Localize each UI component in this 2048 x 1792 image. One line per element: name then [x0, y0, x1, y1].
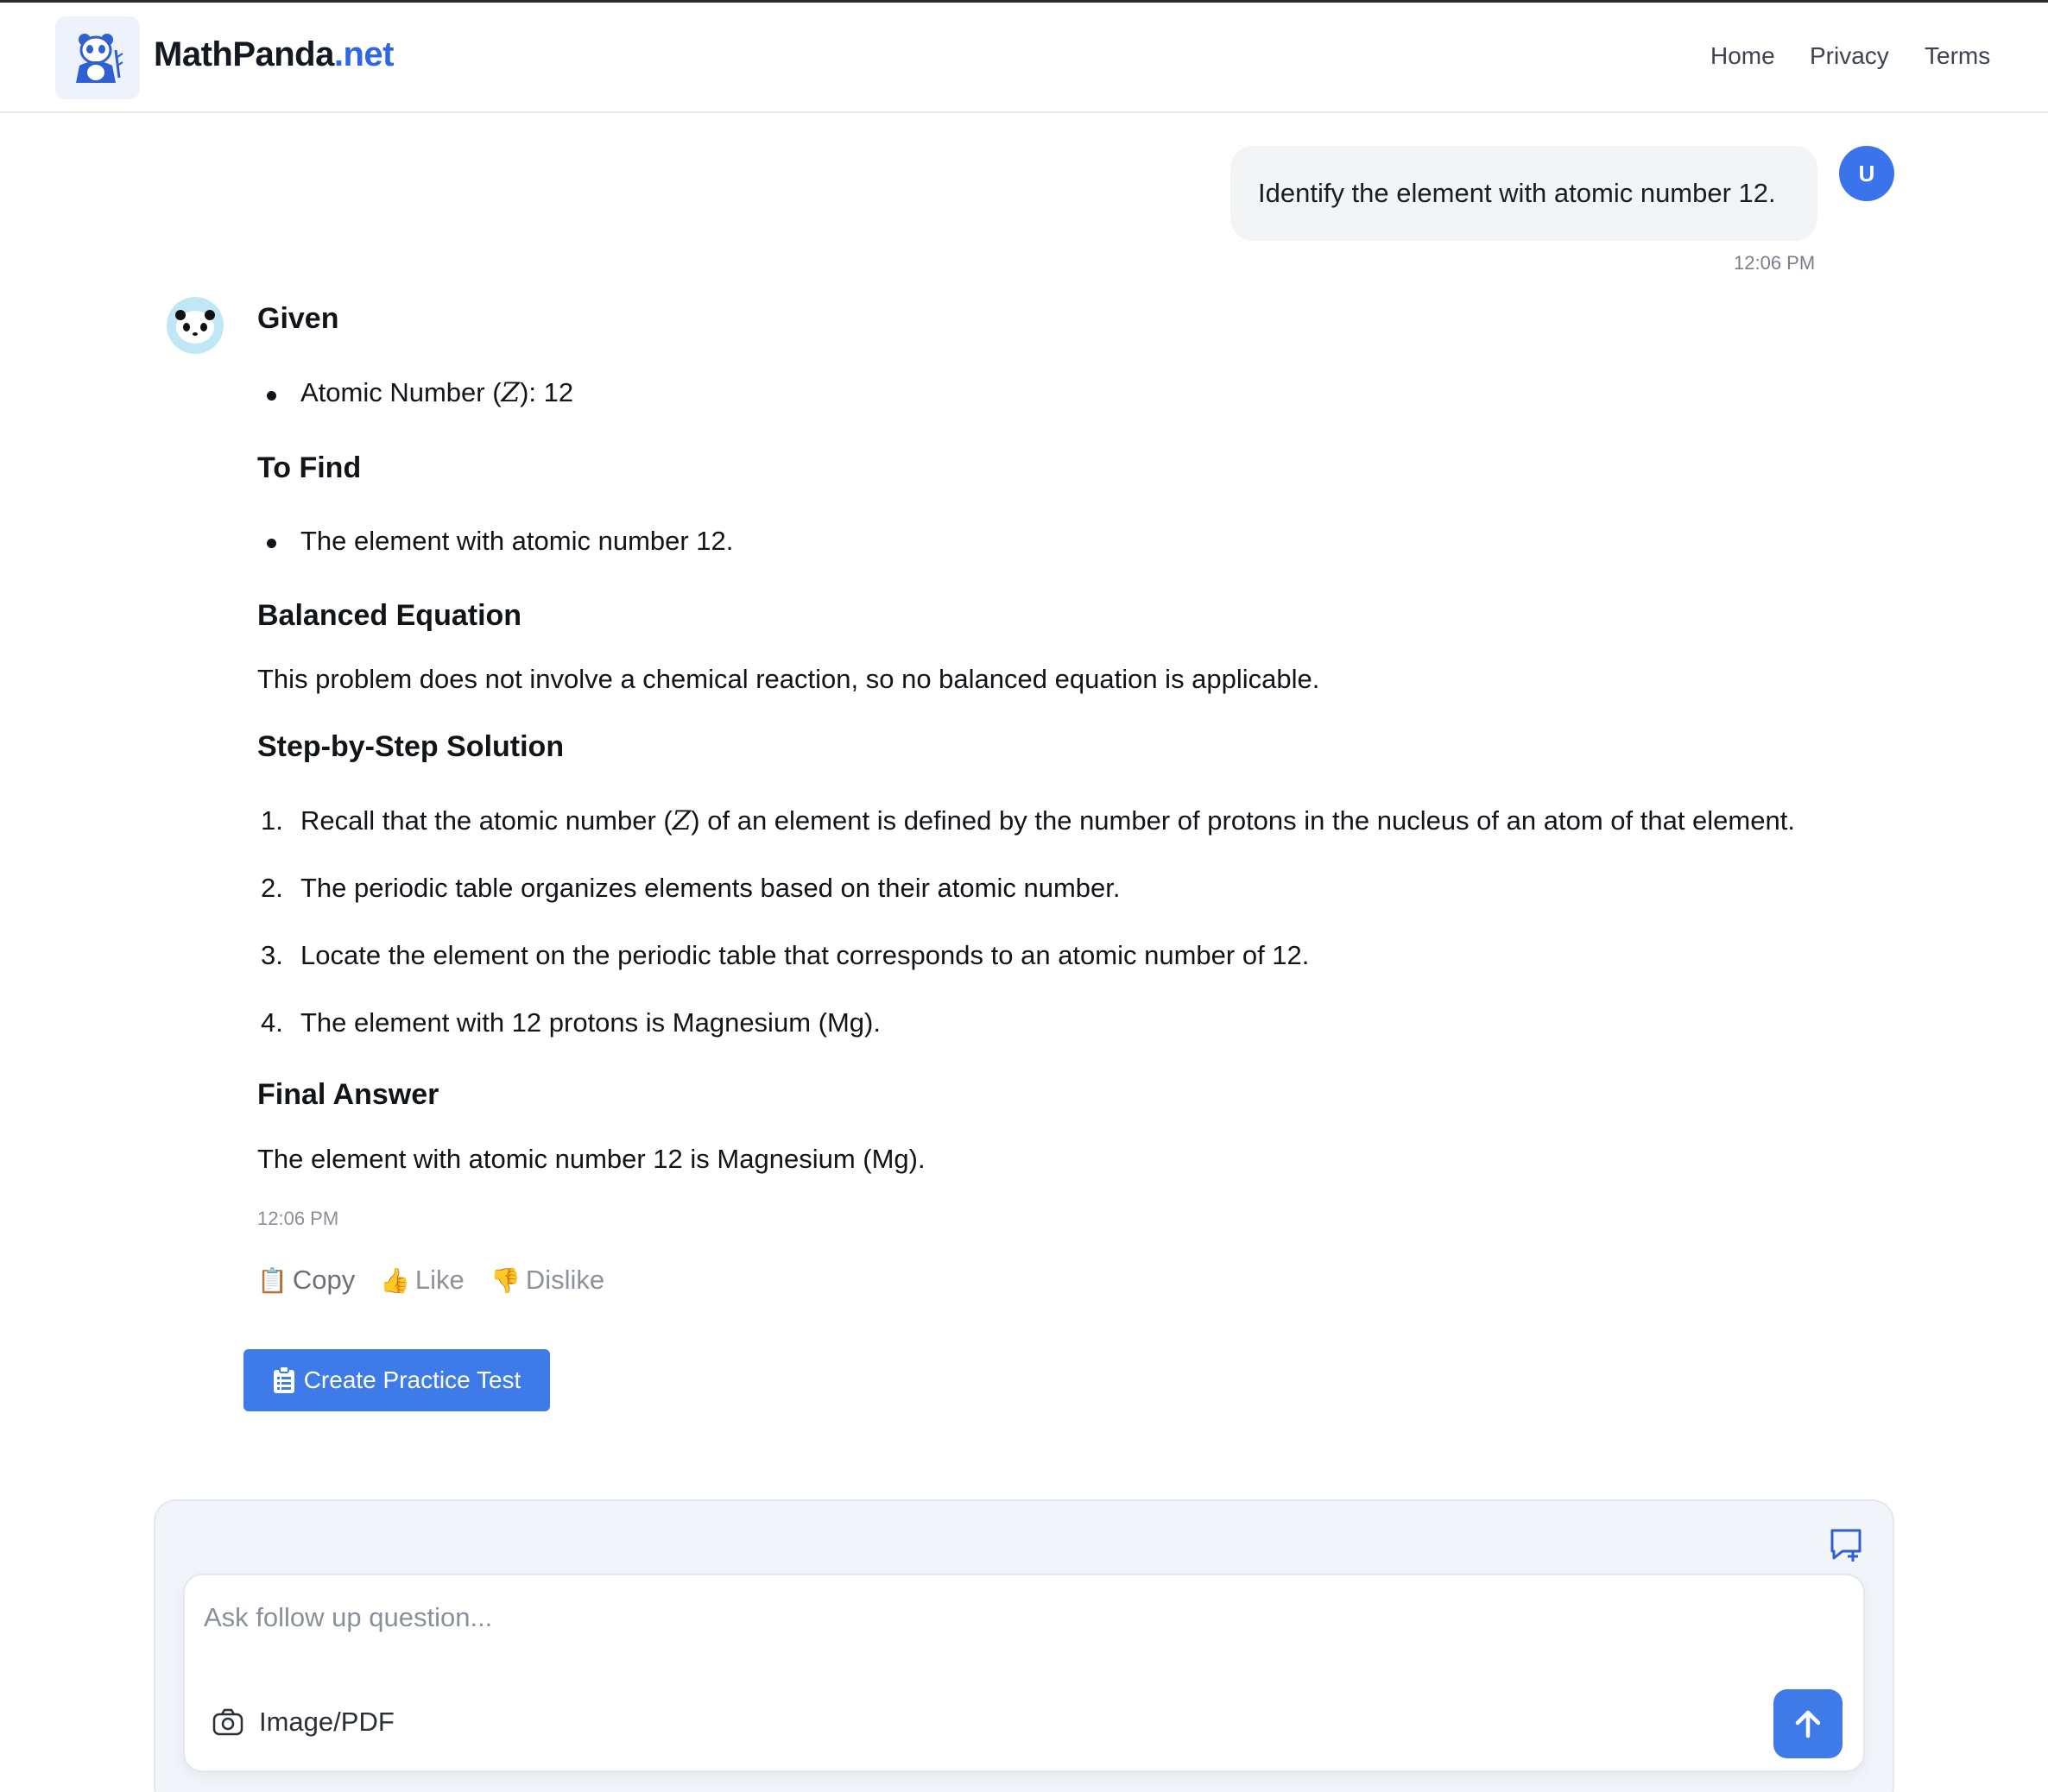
clipboard-list-icon	[273, 1366, 295, 1394]
step-1-prefix: Recall that the atomic number (	[300, 805, 673, 836]
bullet	[267, 539, 276, 548]
math-var-z: Z	[501, 377, 521, 408]
balanced-text: This problem does not involve a chemical reaction, so no balanced equation is applicable.	[257, 664, 1320, 694]
heading-balanced-equation: Balanced Equation	[257, 599, 522, 632]
find-item: The element with atomic number 12.	[300, 526, 734, 556]
panda-logo-icon	[67, 28, 128, 88]
nav-privacy[interactable]: Privacy	[1810, 42, 1889, 69]
copy-button[interactable]	[257, 1265, 355, 1296]
like-button[interactable]	[380, 1265, 465, 1296]
step-1	[300, 805, 1795, 836]
heading-to-find: To Find	[257, 451, 362, 484]
step-number: 2.	[261, 873, 283, 903]
image-pdf-upload-button[interactable]	[212, 1707, 395, 1738]
bot-avatar	[167, 297, 224, 354]
user-message-time: 12:06 PM	[1734, 252, 1816, 274]
thumbs-up-icon: 👍	[380, 1266, 410, 1294]
step-1-suffix: ) of an element is defined by the number of protons in the nucleus of an atom of that element.	[691, 805, 1795, 836]
camera-icon	[212, 1708, 243, 1736]
heading-final-answer: Final Answer	[257, 1078, 439, 1111]
given-item	[300, 377, 573, 408]
step-3: Locate the element on the periodic table that corresponds to an atomic number of 12.	[300, 940, 1310, 970]
like-label: Like	[414, 1265, 465, 1295]
dislike-button[interactable]	[490, 1265, 604, 1296]
arrow-up-icon	[1792, 1707, 1824, 1740]
final-answer-text: The element with atomic number 12 is Magnesium (Mg).	[257, 1144, 926, 1174]
step-number: 1.	[261, 805, 283, 836]
nav-terms[interactable]: Terms	[1925, 42, 1991, 69]
send-button[interactable]	[1773, 1689, 1843, 1758]
logo[interactable]	[55, 16, 140, 99]
heading-given: Given	[257, 302, 339, 335]
given-item-prefix: Atomic Number (	[300, 377, 502, 407]
follow-up-input[interactable]	[204, 1596, 1758, 1639]
header	[0, 3, 2048, 113]
brand-tld: .net	[333, 35, 394, 73]
bullet	[267, 391, 276, 401]
thumbs-down-icon: 👎	[490, 1266, 521, 1294]
math-var-z: Z	[672, 805, 692, 836]
brand-name[interactable]	[154, 35, 394, 74]
step-4: The element with 12 protons is Magnesium (Mg).	[300, 1007, 881, 1038]
step-number: 4.	[261, 1007, 283, 1038]
panda-avatar-icon	[173, 303, 218, 348]
step-2: The periodic table organizes elements based on their atomic number.	[300, 873, 1121, 903]
dislike-label: Dislike	[525, 1265, 605, 1295]
create-practice-test-label: Create Practice Test	[303, 1366, 521, 1393]
bot-message-time: 12:06 PM	[257, 1208, 339, 1229]
nav-home[interactable]: Home	[1710, 42, 1775, 69]
user-message-text: Identify the element with atomic number 12.	[1258, 178, 1776, 208]
user-message-bubble	[1230, 146, 1817, 241]
heading-steps: Step-by-Step Solution	[257, 730, 565, 763]
given-item-suffix: ): 12	[520, 377, 574, 407]
brand-main: MathPanda	[154, 35, 334, 73]
copy-label: Copy	[292, 1265, 356, 1295]
create-practice-test-button[interactable]	[243, 1349, 550, 1411]
clipboard-icon: 📋	[257, 1266, 288, 1294]
step-number: 3.	[261, 940, 283, 970]
new-chat-icon[interactable]	[1827, 1525, 1865, 1563]
image-pdf-label: Image/PDF	[259, 1707, 395, 1737]
user-avatar: U	[1839, 146, 1894, 201]
